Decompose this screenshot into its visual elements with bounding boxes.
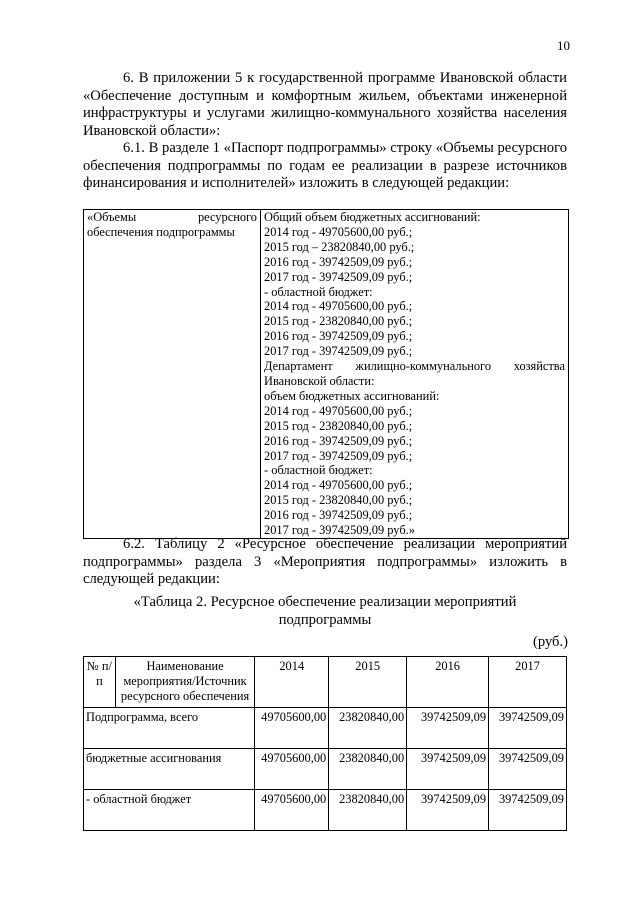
passport-line: 2016 год - 39742509,09 руб.; — [264, 433, 413, 448]
table-row — [84, 749, 567, 790]
paragraph-6-2-number: 6.2. — [123, 536, 145, 552]
header-2017: 2017 — [489, 657, 567, 708]
cell-2016: 39742509,09 — [407, 708, 489, 749]
passport-line: 2017 год - 39742509,09 руб.; — [264, 269, 413, 284]
passport-line: 2017 год - 39742509,09 руб.; — [264, 344, 413, 359]
table-caption-line1: «Таблица 2. Ресурсное обеспечение реализации мероприятий — [133, 594, 517, 610]
resource-table — [83, 656, 567, 831]
passport-line: 2015 год – 23820840,00 руб.; — [264, 239, 415, 254]
paragraph-6-1-text: В разделе 1 «Паспорт подпрограммы» строку «Объемы ресурсного обеспечения подпрограммы по годам ее реализации в разрезе источников финансирования и исполнителей» изложить в следующей редакции: — [83, 140, 567, 191]
paragraph-6-1 — [83, 140, 567, 193]
cell-2016: 39742509,09 — [407, 790, 489, 831]
unit-label: (руб.) — [532, 634, 568, 650]
passport-line: - областной бюджет: — [264, 463, 373, 478]
passport-line: 2016 год - 39742509,09 руб.; — [264, 329, 413, 344]
header-2015: 2015 — [329, 657, 407, 708]
table-header-row — [84, 657, 567, 708]
passport-line: 2016 год - 39742509,09 руб.; — [264, 508, 413, 523]
passport-table — [83, 209, 569, 539]
cell-2014: 49705600,00 — [255, 749, 329, 790]
passport-table-label: «Объемы ресурсного обеспечения подпрограммы — [84, 210, 261, 539]
paragraph-6-text: области «Обеспечение доступным и комфортным жильем, объектами инженерной инфраструктуры и услугами жилищно-коммунального хозяйства населения Ивановской области»: — [83, 70, 567, 139]
cell-2014: 49705600,00 — [255, 708, 329, 749]
paragraph-6-2 — [83, 536, 567, 589]
header-num: № п/п — [84, 657, 116, 708]
passport-line: объем бюджетных ассигнований: — [264, 388, 440, 403]
passport-line: Ивановской области: — [264, 373, 375, 388]
passport-line: 2015 год - 23820840,00 руб.; — [264, 314, 413, 329]
passport-line: 2015 год - 23820840,00 руб.; — [264, 418, 413, 433]
passport-line: - областной бюджет: — [264, 284, 373, 299]
paragraph-6-2-text: Таблицу 2 «Ресурсное обеспечение реализации мероприятий подпрограммы» раздела 3 «Мероприятия подпрограммы» изложить в следующей редакции: — [83, 536, 568, 587]
cell-2015: 23820840,00 — [329, 708, 407, 749]
passport-line: 2014 год - 49705600,00 руб.; — [264, 299, 413, 314]
cell-2015: 23820840,00 — [329, 749, 407, 790]
paragraph-6-line1: В приложении 5 к государственной программе Ивановской — [138, 70, 514, 86]
passport-line: 2014 год - 49705600,00 руб.; — [264, 403, 413, 418]
paragraph-6-1-number: 6.1. — [123, 140, 145, 156]
passport-line: Общий объем бюджетных ассигнований: — [264, 210, 481, 224]
passport-table-values — [261, 210, 569, 539]
passport-line: 2017 год - 39742509,09 руб.» — [264, 523, 415, 538]
row-name: бюджетные ассигнования — [84, 749, 255, 790]
cell-2016: 39742509,09 — [407, 749, 489, 790]
cell-2017: 39742509,09 — [489, 790, 567, 831]
header-name: Наименование мероприятия/Источник ресурсного обеспечения — [115, 657, 254, 708]
paragraph-6-number: 6. — [123, 70, 134, 86]
table-row — [84, 790, 567, 831]
table-row — [84, 708, 567, 749]
passport-line: Департамент жилищно-коммунального хозяйства — [264, 359, 565, 374]
header-2014: 2014 — [255, 657, 329, 708]
passport-line: 2014 год - 49705600,00 руб.; — [264, 224, 413, 239]
passport-line: 2015 год - 23820840,00 руб.; — [264, 493, 413, 508]
row-name: Подпрограмма, всего — [84, 708, 255, 749]
cell-2017: 39742509,09 — [489, 708, 567, 749]
cell-2015: 23820840,00 — [329, 790, 407, 831]
page-number: 10 — [557, 38, 570, 53]
passport-line: 2016 год - 39742509,09 руб.; — [264, 254, 413, 269]
table-caption-line2: подпрограммы — [278, 611, 372, 628]
row-name: - областной бюджет — [84, 790, 255, 831]
header-2016: 2016 — [407, 657, 489, 708]
cell-2014: 49705600,00 — [255, 790, 329, 831]
cell-2017: 39742509,09 — [489, 749, 567, 790]
table-caption — [83, 594, 567, 629]
passport-line: 2017 год - 39742509,09 руб.; — [264, 448, 413, 463]
passport-line: 2014 год - 49705600,00 руб.; — [264, 478, 413, 493]
paragraph-6 — [83, 70, 567, 140]
